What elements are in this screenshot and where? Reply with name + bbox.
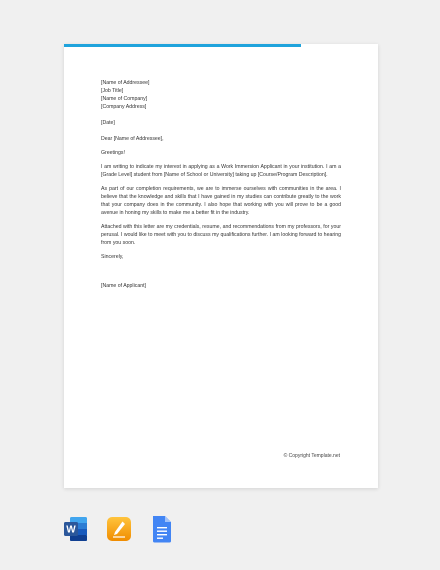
paragraph-purpose: As part of our completion requirements, we are to immerse ourselves with communities in the area. I believe that the knowledge and skills that I have gained in my studies can contribute greatly to the work that your company does in the community. I also hope that working with you will prove to be a good avenue in honing my skills to make me a better fit in the industry. xyxy=(101,186,341,216)
app-icons xyxy=(64,515,174,543)
document-page xyxy=(64,44,378,488)
greeting: Greetings! xyxy=(101,150,125,157)
letter-body xyxy=(101,80,341,291)
accent-bar xyxy=(64,44,301,47)
closing: Sincerely, xyxy=(101,253,124,260)
word-icon[interactable] xyxy=(64,515,88,543)
addressee-address: [Company Address] xyxy=(101,103,147,110)
salutation: Dear [Name of Addressee], xyxy=(101,135,164,142)
addressee-company: [Name of Company] xyxy=(101,95,148,102)
paragraph-intro: I am writing to indicate my interest in applying as a Work Immersion Applicant in your institution. I am a [Grade Level] student from [Name of School or University] taking up [Course/Program Description]. xyxy=(101,164,341,179)
pages-icon[interactable] xyxy=(107,515,131,543)
signature: [Name of Applicant] xyxy=(101,283,146,290)
addressee-block xyxy=(101,80,341,112)
word-icon-letter: W xyxy=(66,524,76,536)
addressee-job-title: [Job Title] xyxy=(101,87,124,94)
addressee-name: [Name of Addressee] xyxy=(101,80,150,86)
letter-date: [Date] xyxy=(101,119,115,126)
google-docs-icon[interactable] xyxy=(150,515,174,543)
paragraph-attachments: Attached with this letter are my credentials, resume, and recommendations from my professors, for your perusal. I would like to meet with you to discuss my qualifications further. I am looking forward to hearing from you soon. xyxy=(101,223,341,246)
copyright-notice: © Copyright Template.net xyxy=(283,453,340,459)
